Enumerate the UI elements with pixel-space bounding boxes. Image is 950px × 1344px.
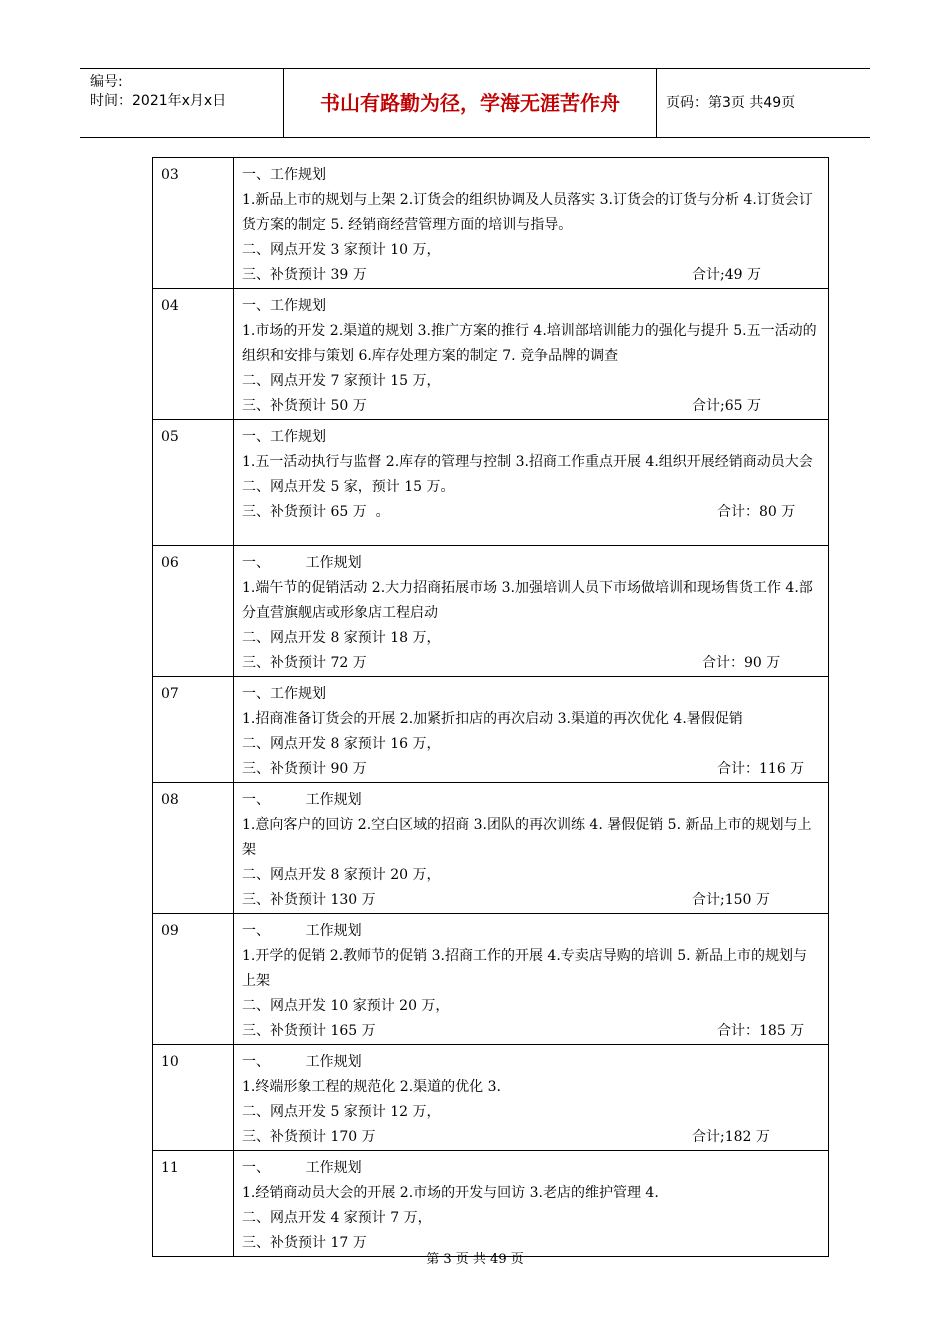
month-cell — [153, 783, 234, 914]
table-row — [153, 420, 829, 546]
month-cell — [153, 914, 234, 1045]
month-cell — [153, 420, 234, 546]
monthly-plan-table — [152, 157, 829, 1257]
plan-cell — [234, 420, 829, 546]
month-number: 07 — [161, 686, 179, 702]
outlets-text: 二、网点开发 8 家预计 20 万， — [242, 867, 441, 883]
month-number: 03 — [161, 167, 179, 183]
restock-line — [242, 1019, 820, 1044]
plan-title: 一、工作规划 — [242, 429, 326, 445]
month-number: 08 — [161, 792, 179, 808]
restock-text: 三、补货预计 17 万 — [242, 1235, 367, 1251]
month-cell — [153, 289, 234, 420]
month-cell — [153, 677, 234, 783]
month-number: 04 — [161, 298, 179, 314]
plan-title: 一、 工作规划 — [242, 923, 362, 939]
month-cell — [153, 1045, 234, 1151]
total-text: 合计;182 万 — [692, 1129, 770, 1145]
outlets-text: 二、网点开发 4 家预计 7 万， — [242, 1210, 432, 1226]
total-text: 合计：185 万 — [717, 1023, 805, 1039]
plan-cell — [234, 158, 829, 289]
restock-text: 三、补货预计 65 万 。 — [242, 504, 390, 520]
total-text: 合计：80 万 — [717, 504, 796, 520]
month-number: 10 — [161, 1054, 179, 1070]
restock-line — [242, 651, 820, 676]
plan-text: 1.端午节的促销活动 2.大力招商拓展市场 3.加强培训人员下市场做培训和现场售货工作 4.部分直营旗舰店或形象店工程启动 — [242, 580, 813, 621]
plan-text: 1.开学的促销 2.教师节的促销 3.招商工作的开展 4.专卖店导购的培训 5. 新品上市的规划与上架 — [242, 948, 808, 989]
table-row — [153, 158, 829, 289]
plan-title: 一、 工作规划 — [242, 1160, 362, 1176]
total-text: 合计;49 万 — [692, 267, 761, 283]
plan-text: 1.意向客户的回访 2.空白区域的招商 3.团队的再次训练 4. 暑假促销 5. 新品上市的规划与上架 — [242, 817, 812, 858]
header-meta — [80, 69, 292, 137]
plan-cell — [234, 677, 829, 783]
outlets-text: 二、网点开发 5 家预计 12 万， — [242, 1104, 441, 1120]
page-footer: 第 3 页 共 49 页 — [426, 1252, 524, 1267]
restock-line — [242, 888, 820, 913]
outlets-text: 二、网点开发 8 家预计 16 万， — [242, 736, 441, 752]
restock-text: 三、补货预计 39 万 — [242, 267, 367, 283]
plan-cell — [234, 289, 829, 420]
month-number: 05 — [161, 429, 179, 445]
total-text: 合计;150 万 — [692, 892, 770, 908]
motto: 书山有路勤为径，学海无涯苦作舟 — [320, 91, 620, 115]
table-row — [153, 1045, 829, 1151]
header-divider — [656, 69, 657, 137]
restock-line — [242, 1125, 820, 1150]
restock-line — [242, 394, 820, 419]
plan-cell — [234, 783, 829, 914]
month-number: 06 — [161, 555, 179, 571]
restock-text: 三、补货预计 130 万 — [242, 892, 376, 908]
restock-line — [242, 500, 820, 525]
total-text: 合计：90 万 — [702, 655, 781, 671]
table-row — [153, 546, 829, 677]
outlets-text: 二、网点开发 8 家预计 18 万， — [242, 630, 441, 646]
restock-text: 三、补货预计 90 万 — [242, 761, 367, 777]
month-number: 11 — [161, 1160, 179, 1176]
plan-table-body — [153, 158, 829, 1257]
plan-cell — [234, 546, 829, 677]
plan-cell — [234, 1045, 829, 1151]
plan-text: 1.市场的开发 2.渠道的规划 3.推广方案的推行 4.培训部培训能力的强化与提升 5.五一活动的组织和安排与策划 6.库存处理方案的制定 7. 竞争品牌的调查 — [242, 323, 817, 364]
table-row — [153, 914, 829, 1045]
restock-line — [242, 757, 820, 782]
table-row — [153, 289, 829, 420]
code-label: 编号: — [90, 74, 123, 90]
restock-text: 三、补货预计 72 万 — [242, 655, 367, 671]
plan-text: 1.新品上市的规划与上架 2.订货会的组织协调及人员落实 3.订货会的订货与分析 4.订货会订货方案的制定 5. 经销商经营管理方面的培训与指导。 — [242, 192, 813, 233]
plan-cell — [234, 914, 829, 1045]
outlets-text: 二、网点开发 5 家，预计 15 万。 — [242, 479, 455, 495]
month-cell — [153, 158, 234, 289]
table-row — [153, 783, 829, 914]
plan-title: 一、工作规划 — [242, 298, 326, 314]
restock-text: 三、补货预计 50 万 — [242, 398, 367, 414]
table-row — [153, 1151, 829, 1257]
plan-title: 一、工作规划 — [242, 686, 326, 702]
plan-text: 1.招商准备订货会的开展 2.加紧折扣店的再次启动 3.渠道的再次优化 4.暑假促销 — [242, 711, 743, 727]
total-text: 合计;65 万 — [692, 398, 761, 414]
plan-text: 1.五一活动执行与监督 2.库存的管理与控制 3.招商工作重点开展 4.组织开展经销商动员大会 — [242, 454, 813, 470]
total-text: 合计：116 万 — [717, 761, 805, 777]
outlets-text: 二、网点开发 3 家预计 10 万， — [242, 242, 441, 258]
month-cell — [153, 1151, 234, 1257]
outlets-text: 二、网点开发 10 家预计 20 万， — [242, 998, 450, 1014]
plan-title: 一、 工作规划 — [242, 792, 362, 808]
page-info: 页码：第3页 共49页 — [666, 95, 796, 111]
outlets-text: 二、网点开发 7 家预计 15 万， — [242, 373, 441, 389]
month-number: 09 — [161, 923, 179, 939]
table-row — [153, 677, 829, 783]
plan-text: 1.终端形象工程的规范化 2.渠道的优化 3. — [242, 1079, 501, 1095]
restock-text: 三、补货预计 170 万 — [242, 1129, 376, 1145]
restock-text: 三、补货预计 165 万 — [242, 1023, 376, 1039]
plan-title: 一、 工作规划 — [242, 555, 362, 571]
page-header — [80, 68, 870, 138]
plan-cell — [234, 1151, 829, 1257]
restock-line — [242, 263, 820, 288]
plan-text: 1.经销商动员大会的开展 2.市场的开发与回访 3.老店的维护管理 4. — [242, 1185, 659, 1201]
time-label: 时间：2021年x月x日 — [90, 93, 227, 109]
month-cell — [153, 546, 234, 677]
plan-title: 一、工作规划 — [242, 167, 326, 183]
plan-title: 一、 工作规划 — [242, 1054, 362, 1070]
